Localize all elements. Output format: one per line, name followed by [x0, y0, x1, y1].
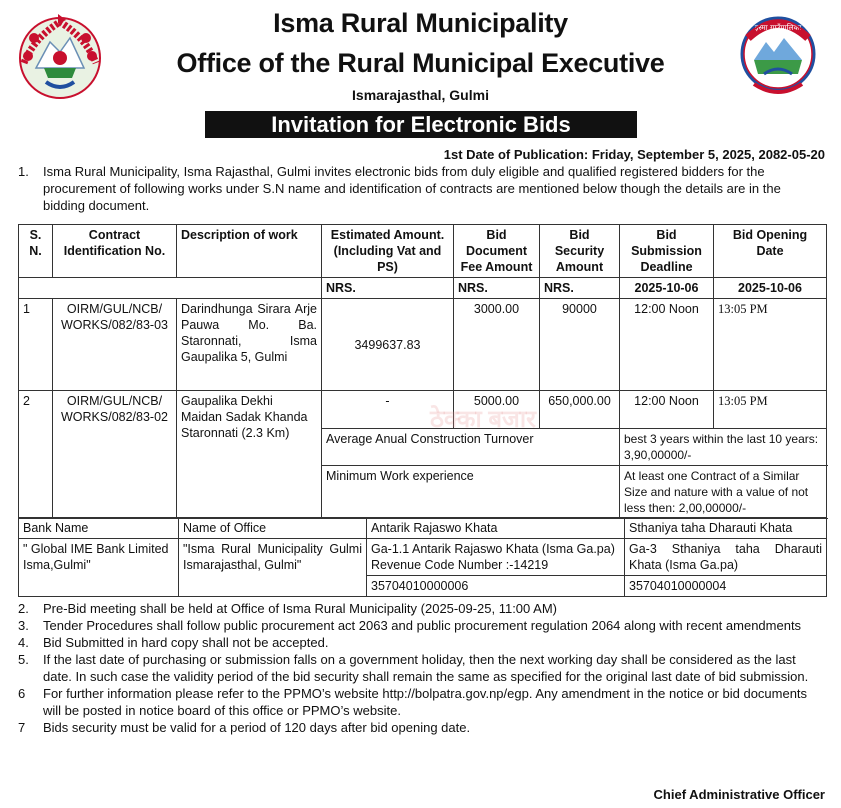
note-number: 7 [18, 720, 26, 735]
subheader-security: NRS. [540, 278, 620, 299]
watermark: ठेक्का बजार [430, 406, 536, 433]
row-security: 650,000.00 [540, 391, 620, 429]
antarik-account-number: 35704010000006 [367, 576, 625, 597]
col-header-sn: S. N. [19, 225, 53, 278]
row-amount: 3499637.83 [322, 299, 454, 391]
row-opening: 13:05 PM [714, 299, 827, 391]
header [0, 0, 841, 115]
col-header-opening: Bid Opening Date [714, 225, 827, 278]
row-fee: 3000.00 [454, 299, 540, 391]
row-sn: 2 [19, 391, 53, 519]
bank-col-header: Bank Name [19, 518, 179, 539]
table-header-row [19, 225, 827, 278]
subheader-deadline: 2025-10-06 [620, 278, 714, 299]
row-fee: 5000.00 [454, 391, 540, 429]
col-header-contract: Contract Identification No. [53, 225, 177, 278]
sthaniya-khata: Ga-3 Sthaniya taha Dharauti Khata (Isma Ga.pa) [625, 539, 827, 576]
row-opening: 13:05 PM [714, 391, 827, 429]
subheader-opening: 2025-10-06 [714, 278, 827, 299]
col-header-deadline: Bid Submission Deadline [620, 225, 714, 278]
note-number: 2. [18, 601, 29, 616]
office-title: Office of the Rural Municipal Executive [176, 48, 665, 78]
row-sn: 1 [19, 299, 53, 391]
turnover-label: Average Anual Construction Turnover [322, 429, 620, 466]
sthaniya-account-number: 35704010000004 [625, 576, 827, 597]
list-item [18, 634, 826, 651]
col-header-amount: Estimated Amount.(Including Vat and PS) [322, 225, 454, 278]
bank-col-header: Name of Office [179, 518, 367, 539]
row-description: Gaupalika Dekhi Maidan Sadak Khanda Staronnati (2.3 Km) [177, 391, 322, 519]
list-item [18, 719, 826, 736]
bank-header-row [19, 518, 827, 539]
experience-label: Minimum Work experience [322, 466, 620, 519]
office-name: "Isma Rural Municipality Gulmi Ismarajasthal, Gulmi" [179, 539, 367, 597]
bank-col-header: Antarik Rajaswo Khata [367, 518, 625, 539]
list-item [18, 685, 826, 719]
note-number: 5. [18, 652, 29, 667]
municipality-title: Isma Rural Municipality [273, 8, 568, 38]
notes-list [18, 600, 826, 736]
row-contract-id: OIRM/GUL/NCB/ WORKS/082/83-02 [53, 391, 177, 519]
note-text: Bid Submitted in hard copy shall not be accepted. [43, 635, 329, 650]
table-subheader-row [19, 278, 827, 299]
note-text: Pre-Bid meeting shall be held at Office of Isma Rural Municipality (2025-09-25, 11:00 AM) [43, 601, 557, 616]
intro-paragraph [18, 163, 826, 214]
experience-value: At least one Contract of a Similar Size and nature with a value of not less then: 2,00,00000/- [620, 466, 827, 519]
subheader-fee: NRS. [454, 278, 540, 299]
bank-row [19, 539, 827, 576]
bank-col-header: Sthaniya taha Dharauti Khata [625, 518, 827, 539]
subheader-amount: NRS. [322, 278, 454, 299]
row-deadline: 12:00 Noon [620, 391, 714, 429]
list-item [18, 600, 826, 617]
note-text: For further information please refer to the PPMO’s website http://bolpatra.gov.np/egp. Any amendment in the notice or bid documents will be posted in notice board of this office or PPMO’s website. [43, 686, 808, 718]
note-number: 3. [18, 618, 29, 633]
list-item [18, 617, 826, 634]
notice-banner: Invitation for Electronic Bids [205, 111, 637, 138]
turnover-value: best 3 years within the last 10 years: 3,90,00000/- [620, 429, 827, 466]
row-amount: - [322, 391, 454, 429]
list-item [18, 651, 826, 685]
note-text: If the last date of purchasing or submission falls on a government holiday, then the next working day shall be considered as the last date. In such case the validity period of the bid security shall remain the same as specified for the original last date of bid submission. [43, 652, 809, 684]
col-header-fee: Bid Document Fee Amount [454, 225, 540, 278]
intro-text: Isma Rural Municipality, Isma Rajasthal, Gulmi invites electronic bids from duly eligible and qualified registered bidders for the procurement of following works under S.N name and identification of contracts are mentioned below though the details are in the bidding document. [43, 164, 781, 213]
row-description: Darindhunga Sirara Arje Pauwa Mo. Ba. Staronnati, Isma Gaupalika 5, Gulmi [177, 299, 322, 391]
publication-date: 1st Date of Publication: Friday, September 5, 2025, 2082-05-20 [443, 147, 825, 162]
row-deadline: 12:00 Noon [620, 299, 714, 391]
bank-table [18, 517, 827, 597]
bids-table [18, 224, 827, 519]
subheader-blank [19, 278, 322, 299]
note-number: 4. [18, 635, 29, 650]
signature-title: Chief Administrative Officer [653, 787, 825, 802]
note-number: 6 [18, 686, 26, 701]
note-text: Bids security must be valid for a period of 120 days after bid opening date. [43, 720, 471, 735]
svg-text:इस्मा गाउँपालिका: इस्मा गाउँपालिका [754, 23, 802, 32]
intro-number: 1. [18, 164, 29, 179]
row-security: 90000 [540, 299, 620, 391]
col-header-description: Description of work [177, 225, 322, 278]
note-text: Tender Procedures shall follow public procurement act 2063 and public procurement regulation 2064 along with recent amendments [43, 618, 802, 633]
antarik-khata: Ga-1.1 Antarik Rajaswo Khata (Isma Ga.pa) Revenue Code Number :-14219 [367, 539, 625, 576]
office-location: Ismarajasthal, Gulmi [352, 87, 489, 103]
table-row [19, 299, 827, 391]
municipality-logo-icon [740, 8, 816, 104]
row-contract-id: OIRM/GUL/NCB/ WORKS/082/83-03 [53, 299, 177, 391]
table-row [19, 391, 827, 429]
bank-name: " Global IME Bank Limited Isma,Gulmi" [19, 539, 179, 597]
col-header-security: Bid Security Amount [540, 225, 620, 278]
